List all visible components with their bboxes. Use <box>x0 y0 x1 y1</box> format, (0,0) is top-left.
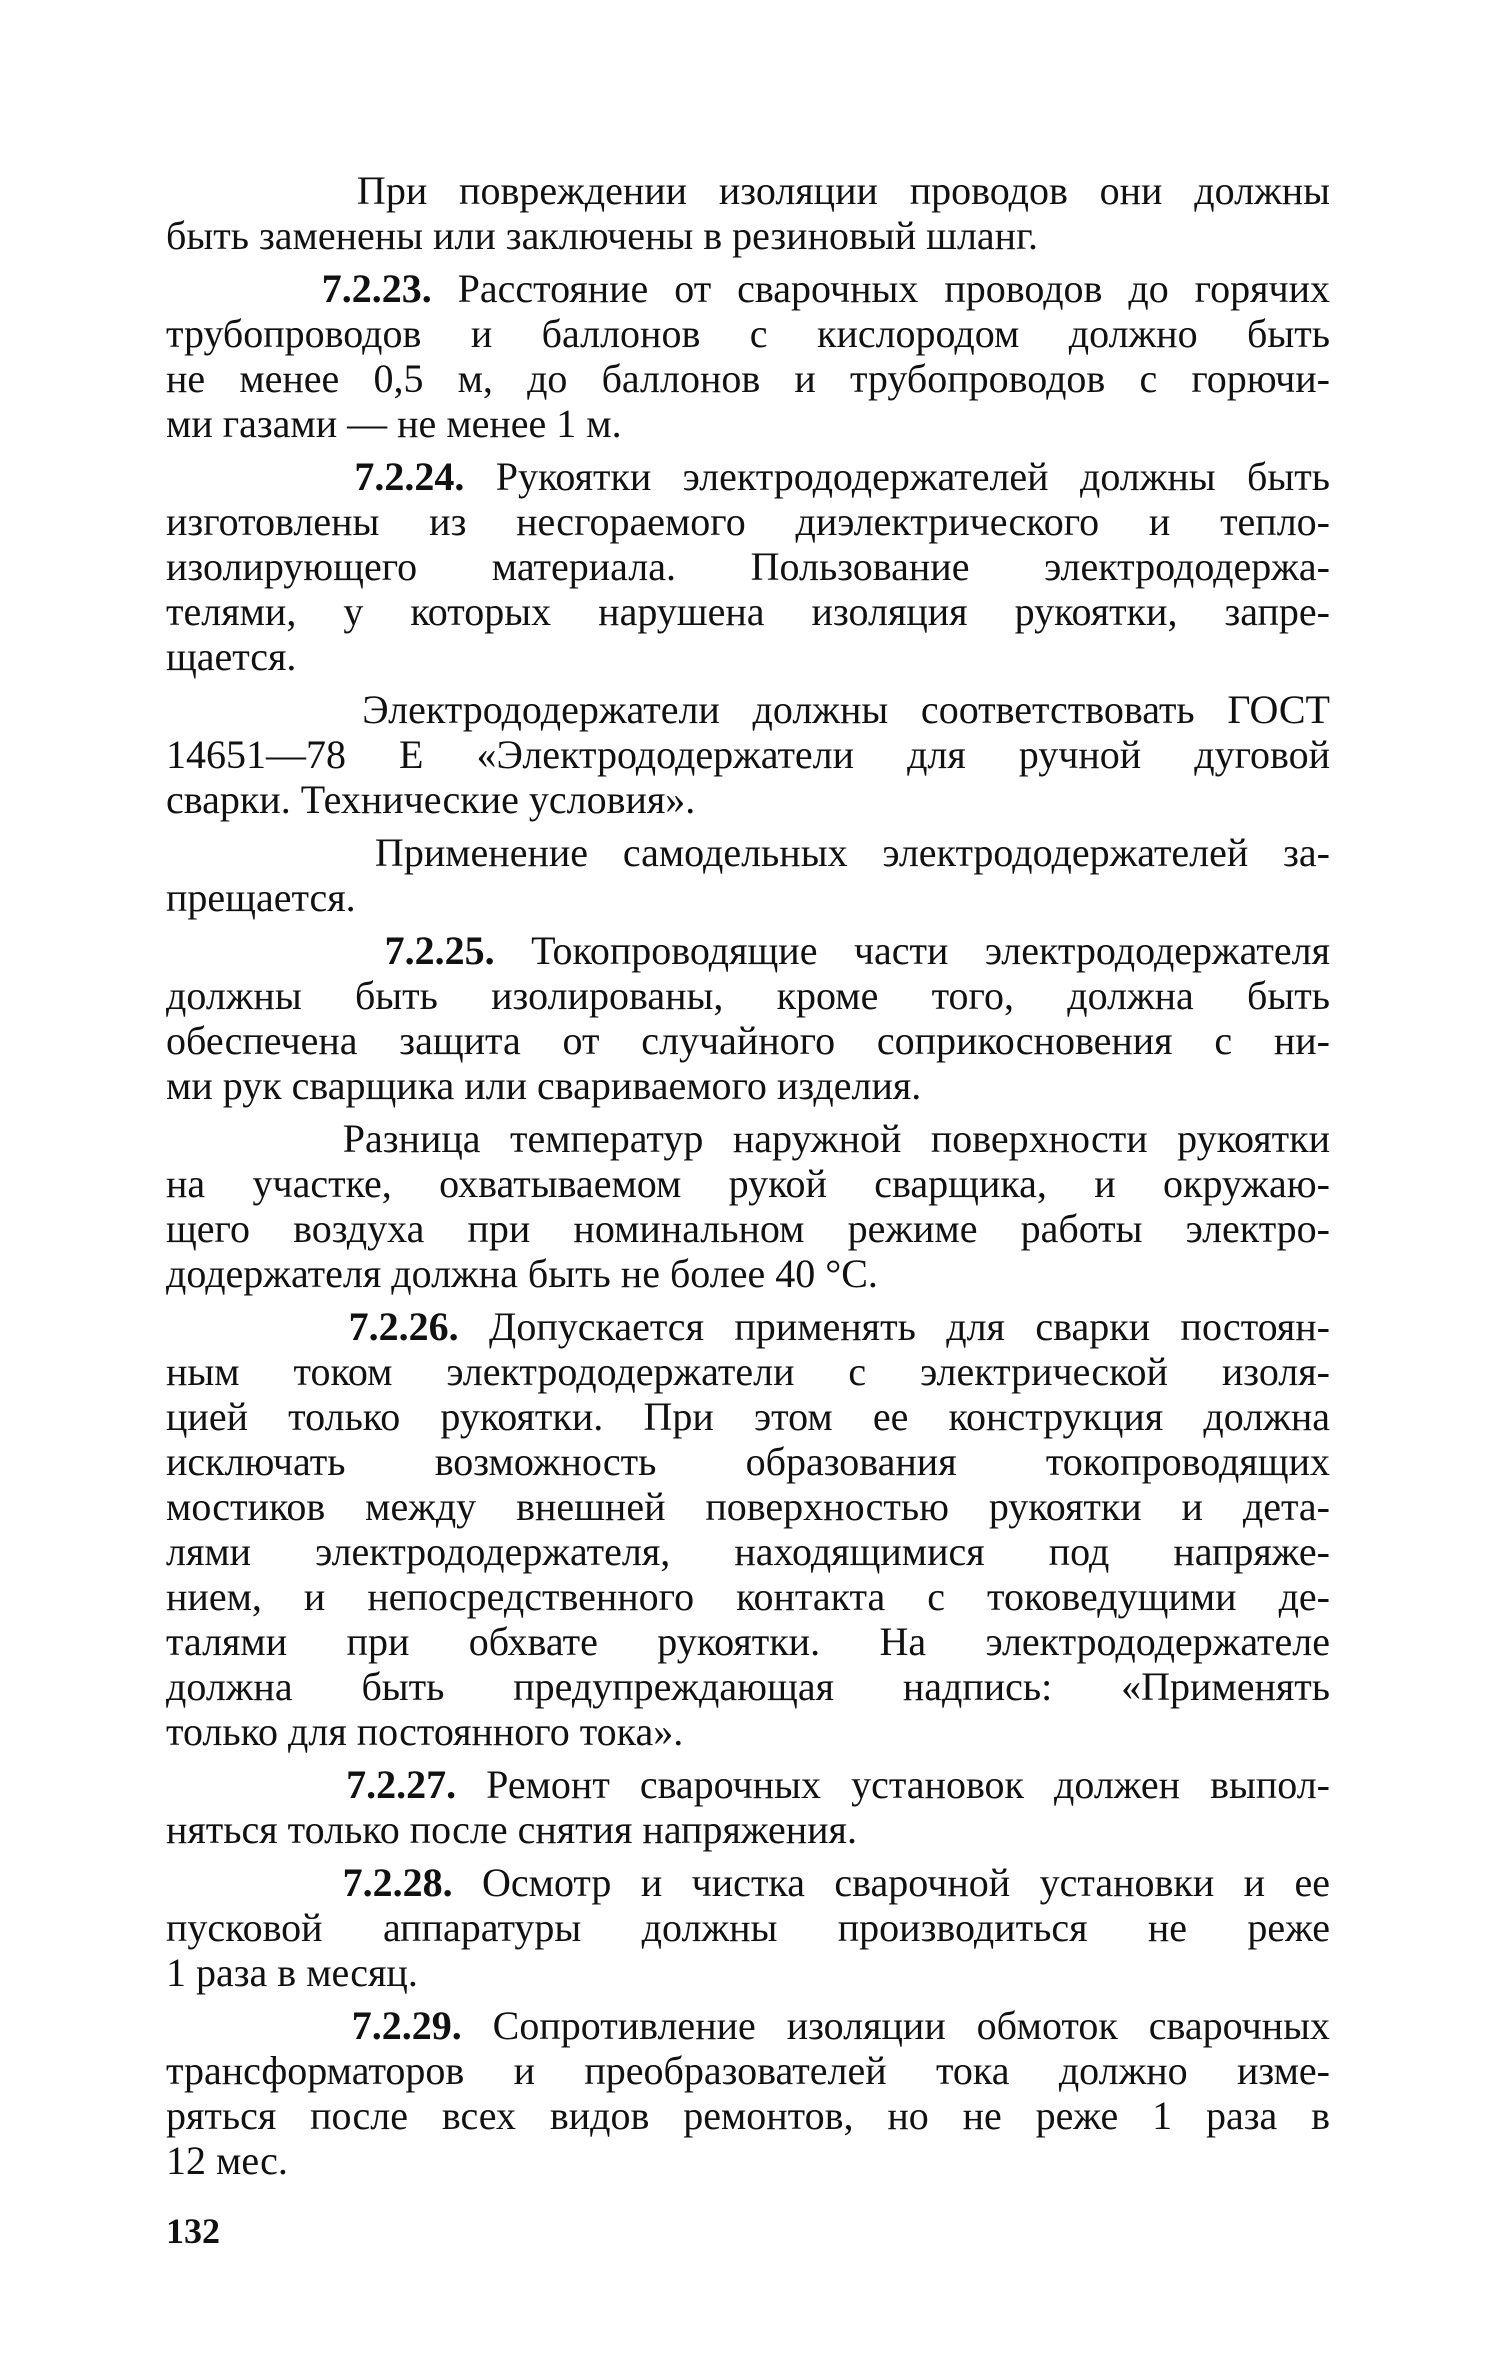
text-line: 12 мес. <box>166 2138 288 2183</box>
text-line: Электрододержатели должны соответствовать ГОСТ <box>166 687 1330 732</box>
paragraph <box>166 454 1330 679</box>
paragraph-gap <box>166 446 1330 454</box>
paragraph-gap <box>166 1852 1330 1860</box>
text-line: телями, у которых нарушена изоляция рукоятки, запре- <box>166 589 1330 634</box>
text-line: только для постоянного тока». <box>166 1709 684 1754</box>
text-line: не менее 0,5 м, до баллонов и трубопроводов с горючи- <box>166 356 1330 401</box>
clause-text: Ремонт сварочных установок должен выпол- <box>456 1762 1331 1807</box>
text-line: нием, и непосредственного контакта с токоведущими де- <box>166 1574 1330 1619</box>
text-line <box>166 266 1330 311</box>
paragraph-gap <box>166 1995 1330 2003</box>
clause-text: Сопротивление изоляции обмоток сварочных <box>461 2003 1330 2048</box>
text-line: должна быть предупреждающая надпись: «Применять <box>166 1664 1330 1709</box>
paragraph-gap <box>166 258 1330 266</box>
text-line: При повреждении изоляции проводов они должны <box>166 168 1330 213</box>
paragraph <box>166 1304 1330 1754</box>
text-line: цией только рукоятки. При этом ее конструкция должна <box>166 1394 1330 1439</box>
text-line: додержателя должна быть не более 40 °С. <box>166 1251 878 1296</box>
clause-number: 7.2.25. <box>384 928 495 973</box>
paragraph <box>166 266 1330 446</box>
text-line: ным током электрододержатели с электрической изоля- <box>166 1349 1330 1394</box>
paragraph <box>166 1762 1330 1852</box>
paragraph-gap <box>166 679 1330 687</box>
clause-text: Расстояние от сварочных проводов до горячих <box>431 266 1331 311</box>
paragraph-gap <box>166 822 1330 830</box>
text-line: щего воздуха при номинальном режиме работы электро- <box>166 1206 1330 1251</box>
text-line: лями электрододержателя, находящимися под напряже- <box>166 1529 1330 1574</box>
text-line: изолирующего материала. Пользование электрододержа- <box>166 544 1330 589</box>
text-line: должны быть изолированы, кроме того, должна быть <box>166 973 1330 1018</box>
clause-number: 7.2.24. <box>354 454 465 499</box>
text-line: ми рук сварщика или свариваемого изделия. <box>166 1063 922 1108</box>
text-line: пусковой аппаратуры должны производиться не реже <box>166 1905 1330 1950</box>
text-line: няться только после снятия напряжения. <box>166 1807 857 1852</box>
text-line <box>166 2003 1330 2048</box>
text-line <box>166 928 1330 973</box>
clause-number: 7.2.27. <box>346 1762 457 1807</box>
text-line: трубопроводов и баллонов с кислородом должно быть <box>166 311 1330 356</box>
paragraph <box>166 2003 1330 2183</box>
text-line: Разница температур наружной поверхности рукоятки <box>166 1116 1330 1161</box>
paragraph-gap <box>166 1296 1330 1304</box>
clause-number: 7.2.29. <box>351 2003 462 2048</box>
paragraph <box>166 687 1330 822</box>
paragraph <box>166 1116 1330 1296</box>
text-line: мостиков между внешней поверхностью рукоятки и дета- <box>166 1484 1330 1529</box>
text-line: прещается. <box>166 875 356 920</box>
clause-number: 7.2.26. <box>348 1304 459 1349</box>
text-line: ряться после всех видов ремонтов, но не реже 1 раза в <box>166 2093 1330 2138</box>
text-line <box>166 1860 1330 1905</box>
text-line: быть заменены или заключены в резиновый шланг. <box>166 213 1038 258</box>
clause-text: Токопроводящие части электрододержателя <box>494 928 1330 973</box>
clause-text: Допускается применять для сварки постоян- <box>458 1304 1331 1349</box>
clause-number: 7.2.28. <box>342 1860 453 1905</box>
text-line: на участке, охватываемом рукой сварщика, и окружаю- <box>166 1161 1330 1206</box>
body-text <box>166 168 1330 2183</box>
page-number: 132 <box>166 2211 220 2251</box>
paragraph-gap <box>166 920 1330 928</box>
paragraph <box>166 928 1330 1108</box>
clause-number: 7.2.23. <box>321 266 432 311</box>
paragraph <box>166 830 1330 920</box>
paragraph <box>166 1860 1330 1995</box>
text-line <box>166 454 1330 499</box>
text-line: обеспечена защита от случайного соприкосновения с ни- <box>166 1018 1330 1063</box>
text-line: 1 раза в месяц. <box>166 1950 418 1995</box>
text-line: сварки. Технические условия». <box>166 777 696 822</box>
text-line: изготовлены из несгораемого диэлектрического и тепло- <box>166 499 1330 544</box>
text-line: щается. <box>166 634 297 679</box>
text-line: талями при обхвате рукоятки. На электрододержателе <box>166 1619 1330 1664</box>
clause-text: Осмотр и чистка сварочной установки и ее <box>452 1860 1330 1905</box>
paragraph-gap <box>166 1108 1330 1116</box>
paragraph <box>166 168 1330 258</box>
text-line <box>166 1762 1330 1807</box>
text-line: ми газами — не менее 1 м. <box>166 401 622 446</box>
text-line: трансформаторов и преобразователей тока должно изме- <box>166 2048 1330 2093</box>
clause-text: Рукоятки электрододержателей должны быть <box>464 454 1331 499</box>
text-line: 14651—78 Е «Электрододержатели для ручной дуговой <box>166 732 1330 777</box>
paragraph-gap <box>166 1754 1330 1762</box>
text-line: исключать возможность образования токопроводящих <box>166 1439 1330 1484</box>
text-line <box>166 1304 1330 1349</box>
text-line: Применение самодельных электрододержателей за- <box>166 830 1330 875</box>
